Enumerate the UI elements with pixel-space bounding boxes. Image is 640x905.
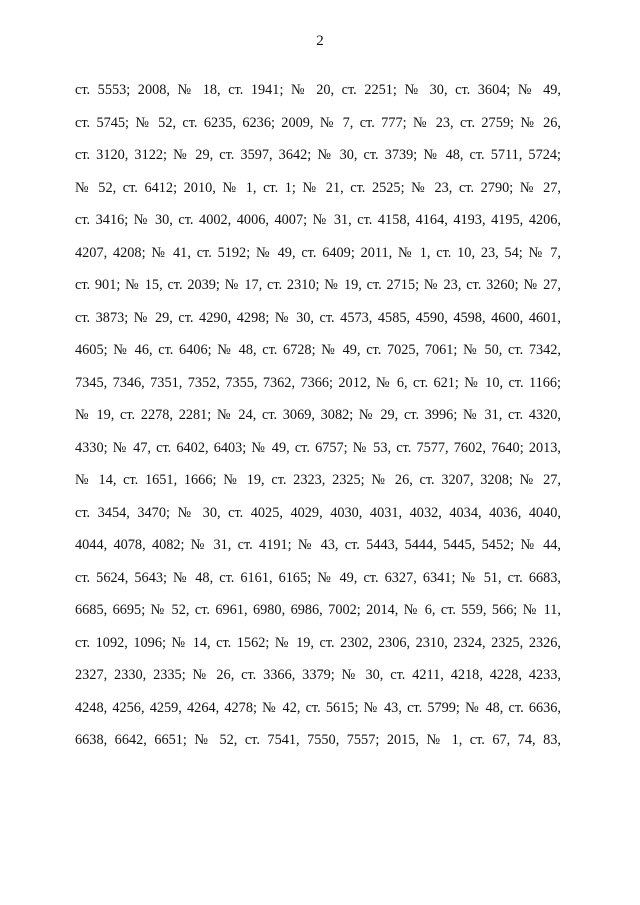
text-line: 4330; № 47, ст. 6402, 6403; № 49, ст. 6757; № 53, ст. 7577, 7602, 7640; 2013, bbox=[75, 439, 561, 456]
text-line: ст. 5553; 2008, № 18, ст. 1941; № 20, ст. 2251; № 30, ст. 3604; № 49, bbox=[75, 82, 561, 98]
text-line: № 19, ст. 2278, 2281; № 24, ст. 3069, 3082; № 29, ст. 3996; № 31, ст. 4320, bbox=[75, 407, 561, 423]
page-number: 2 bbox=[316, 33, 324, 49]
text-line: ст. 3873; № 29, ст. 4290, 4298; № 30, ст. 4573, 4585, 4590, 4598, 4600, 4601, bbox=[75, 309, 561, 326]
document-body bbox=[75, 80, 561, 763]
text-line: 7345, 7346, 7351, 7352, 7355, 7362, 7366; 2012, № 6, ст. 621; № 10, ст. 1166; bbox=[75, 374, 561, 391]
text-line: № 52, ст. 6412; 2010, № 1, ст. 1; № 21, ст. 2525; № 23, ст. 2790; № 27, bbox=[75, 179, 561, 196]
text-line: 6638, 6642, 6651; № 52, ст. 7541, 7550, 7557; 2015, № 1, ст. 67, 74, 83, bbox=[75, 732, 561, 748]
text-line: ст. 5745; № 52, ст. 6235, 6236; 2009, № 7, ст. 777; № 23, ст. 2759; № 26, bbox=[75, 114, 561, 131]
text-line: ст. 3416; № 30, ст. 4002, 4006, 4007; № 31, ст. 4158, 4164, 4193, 4195, 4206, bbox=[75, 212, 561, 228]
text-line: 6685, 6695; № 52, ст. 6961, 6980, 6986, 7002; 2014, № 6, ст. 559, 566; № 11, bbox=[75, 602, 561, 618]
text-line: ст. 5624, 5643; № 48, ст. 6161, 6165; № 49, ст. 6327, 6341; № 51, ст. 6683, bbox=[75, 569, 561, 586]
text-line: ст. 1092, 1096; № 14, ст. 1562; № 19, ст. 2302, 2306, 2310, 2324, 2325, 2326, bbox=[75, 634, 561, 651]
text-line: ст. 3454, 3470; № 30, ст. 4025, 4029, 4030, 4031, 4032, 4034, 4036, 4040, bbox=[75, 504, 561, 521]
text-line: ст. 3120, 3122; № 29, ст. 3597, 3642; № 30, ст. 3739; № 48, ст. 5711, 5724; bbox=[75, 147, 561, 163]
text-line: 4248, 4256, 4259, 4264, 4278; № 42, ст. 5615; № 43, ст. 5799; № 48, ст. 6636, bbox=[75, 699, 561, 716]
text-line: 4207, 4208; № 41, ст. 5192; № 49, ст. 6409; 2011, № 1, ст. 10, 23, 54; № 7, bbox=[75, 244, 561, 261]
text-line: 4605; № 46, ст. 6406; № 48, ст. 6728; № 49, ст. 7025, 7061; № 50, ст. 7342, bbox=[75, 342, 561, 358]
text-line: ст. 901; № 15, ст. 2039; № 17, ст. 2310; № 19, ст. 2715; № 23, ст. 3260; № 27, bbox=[75, 277, 561, 293]
text-line: 2327, 2330, 2335; № 26, ст. 3366, 3379; № 30, ст. 4211, 4218, 4228, 4233, bbox=[75, 667, 561, 683]
text-line: 4044, 4078, 4082; № 31, ст. 4191; № 43, ст. 5443, 5444, 5445, 5452; № 44, bbox=[75, 537, 561, 553]
text-line: № 14, ст. 1651, 1666; № 19, ст. 2323, 2325; № 26, ст. 3207, 3208; № 27, bbox=[75, 472, 561, 488]
